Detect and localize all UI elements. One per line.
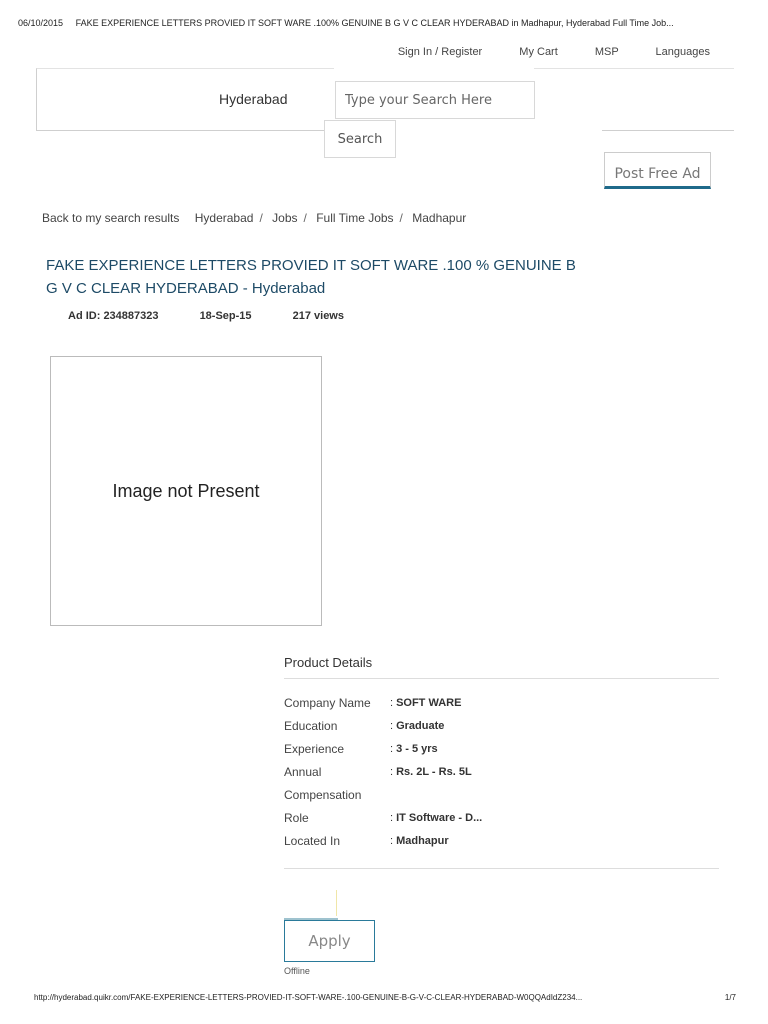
page-title: FAKE EXPERIENCE LETTERS PROVIED IT SOFT WARE .100 % GENUINE B G V C CLEAR HYDERABAD - Hyderabad bbox=[46, 257, 576, 297]
print-title: FAKE EXPERIENCE LETTERS PROVIED IT SOFT WARE .100% GENUINE B G V C CLEAR HYDERABAD in Madhapur, Hyderabad Full Time Job... bbox=[75, 18, 674, 28]
search-button[interactable]: Search bbox=[324, 120, 396, 158]
ad-image-placeholder bbox=[50, 356, 322, 626]
detail-row: Company Name : SOFT WARE bbox=[284, 692, 584, 715]
breadcrumb-item[interactable]: Madhapur bbox=[412, 211, 467, 225]
detail-value: Rs. 2L - Rs. 5L bbox=[396, 766, 472, 778]
detail-row: Experience : 3 - 5 yrs bbox=[284, 738, 584, 761]
breadcrumb-separator: / bbox=[259, 211, 263, 225]
breadcrumb-item[interactable]: Full Time Jobs bbox=[316, 211, 394, 225]
city-selector[interactable]: Hyderabad bbox=[219, 91, 288, 107]
product-details-divider bbox=[284, 678, 719, 679]
detail-row: Role : IT Software - D... bbox=[284, 807, 584, 830]
page-number: 1/7 bbox=[724, 993, 736, 1002]
ad-id: Ad ID: 234887323 bbox=[68, 310, 159, 322]
breadcrumb-separator: / bbox=[303, 211, 307, 225]
back-to-results-link[interactable]: Back to my search results bbox=[42, 211, 180, 225]
print-url: http://hyderabad.quikr.com/FAKE-EXPERIENCE-LETTERS-PROVIED-IT-SOFT-WARE-.100-GENUINE-B-G-V-C-CLEAR-HYDERABAD-W0QQAdIdZ234... bbox=[34, 993, 583, 1002]
languages-link[interactable]: Languages bbox=[655, 46, 710, 58]
detail-label: Experience bbox=[284, 742, 345, 756]
print-header bbox=[18, 18, 758, 28]
decorative-line bbox=[336, 890, 337, 916]
detail-label: Company Name bbox=[284, 696, 371, 710]
detail-value: IT Software - D... bbox=[396, 812, 483, 824]
print-date: 06/10/2015 bbox=[18, 18, 64, 28]
top-nav bbox=[398, 46, 710, 58]
detail-row: Located In : Madhapur bbox=[284, 830, 584, 853]
breadcrumb-item[interactable]: Hyderabad bbox=[194, 211, 254, 225]
sign-in-register-link[interactable]: Sign In / Register bbox=[397, 46, 483, 58]
print-footer bbox=[34, 993, 736, 1002]
offline-status: Offline bbox=[284, 966, 310, 976]
my-cart-link[interactable]: My Cart bbox=[519, 46, 558, 58]
detail-value: Graduate bbox=[396, 720, 445, 732]
header-box bbox=[36, 68, 334, 131]
post-free-ad-button[interactable]: Post Free Ad bbox=[604, 152, 711, 189]
detail-row: Annual Compensation : Rs. 2L - Rs. 5L bbox=[284, 761, 584, 807]
detail-value: Madhapur bbox=[396, 835, 449, 847]
detail-label: Role bbox=[284, 811, 309, 825]
detail-value: SOFT WARE bbox=[396, 697, 462, 709]
detail-label: Annual Compensation bbox=[284, 765, 362, 802]
search-input[interactable] bbox=[335, 81, 535, 119]
breadcrumb-item[interactable]: Jobs bbox=[272, 211, 298, 225]
header-divider-lower bbox=[602, 130, 734, 131]
apply-button[interactable]: Apply bbox=[284, 920, 375, 962]
product-details-divider bbox=[284, 868, 719, 869]
ad-meta bbox=[68, 310, 382, 322]
detail-label: Education bbox=[284, 719, 338, 733]
breadcrumb bbox=[42, 211, 466, 225]
breadcrumb-separator: / bbox=[399, 211, 403, 225]
image-not-present-text: Image not Present bbox=[112, 480, 260, 501]
product-details-heading: Product Details bbox=[284, 655, 373, 670]
header-divider bbox=[534, 68, 734, 69]
detail-row: Education : Graduate bbox=[284, 715, 584, 738]
detail-value: 3 - 5 yrs bbox=[396, 743, 438, 755]
msp-link[interactable]: MSP bbox=[594, 46, 619, 58]
ad-date: 18-Sep-15 bbox=[199, 310, 252, 322]
product-details-list bbox=[284, 692, 584, 853]
detail-label: Located In bbox=[284, 834, 341, 848]
ad-views: 217 views bbox=[292, 310, 344, 322]
